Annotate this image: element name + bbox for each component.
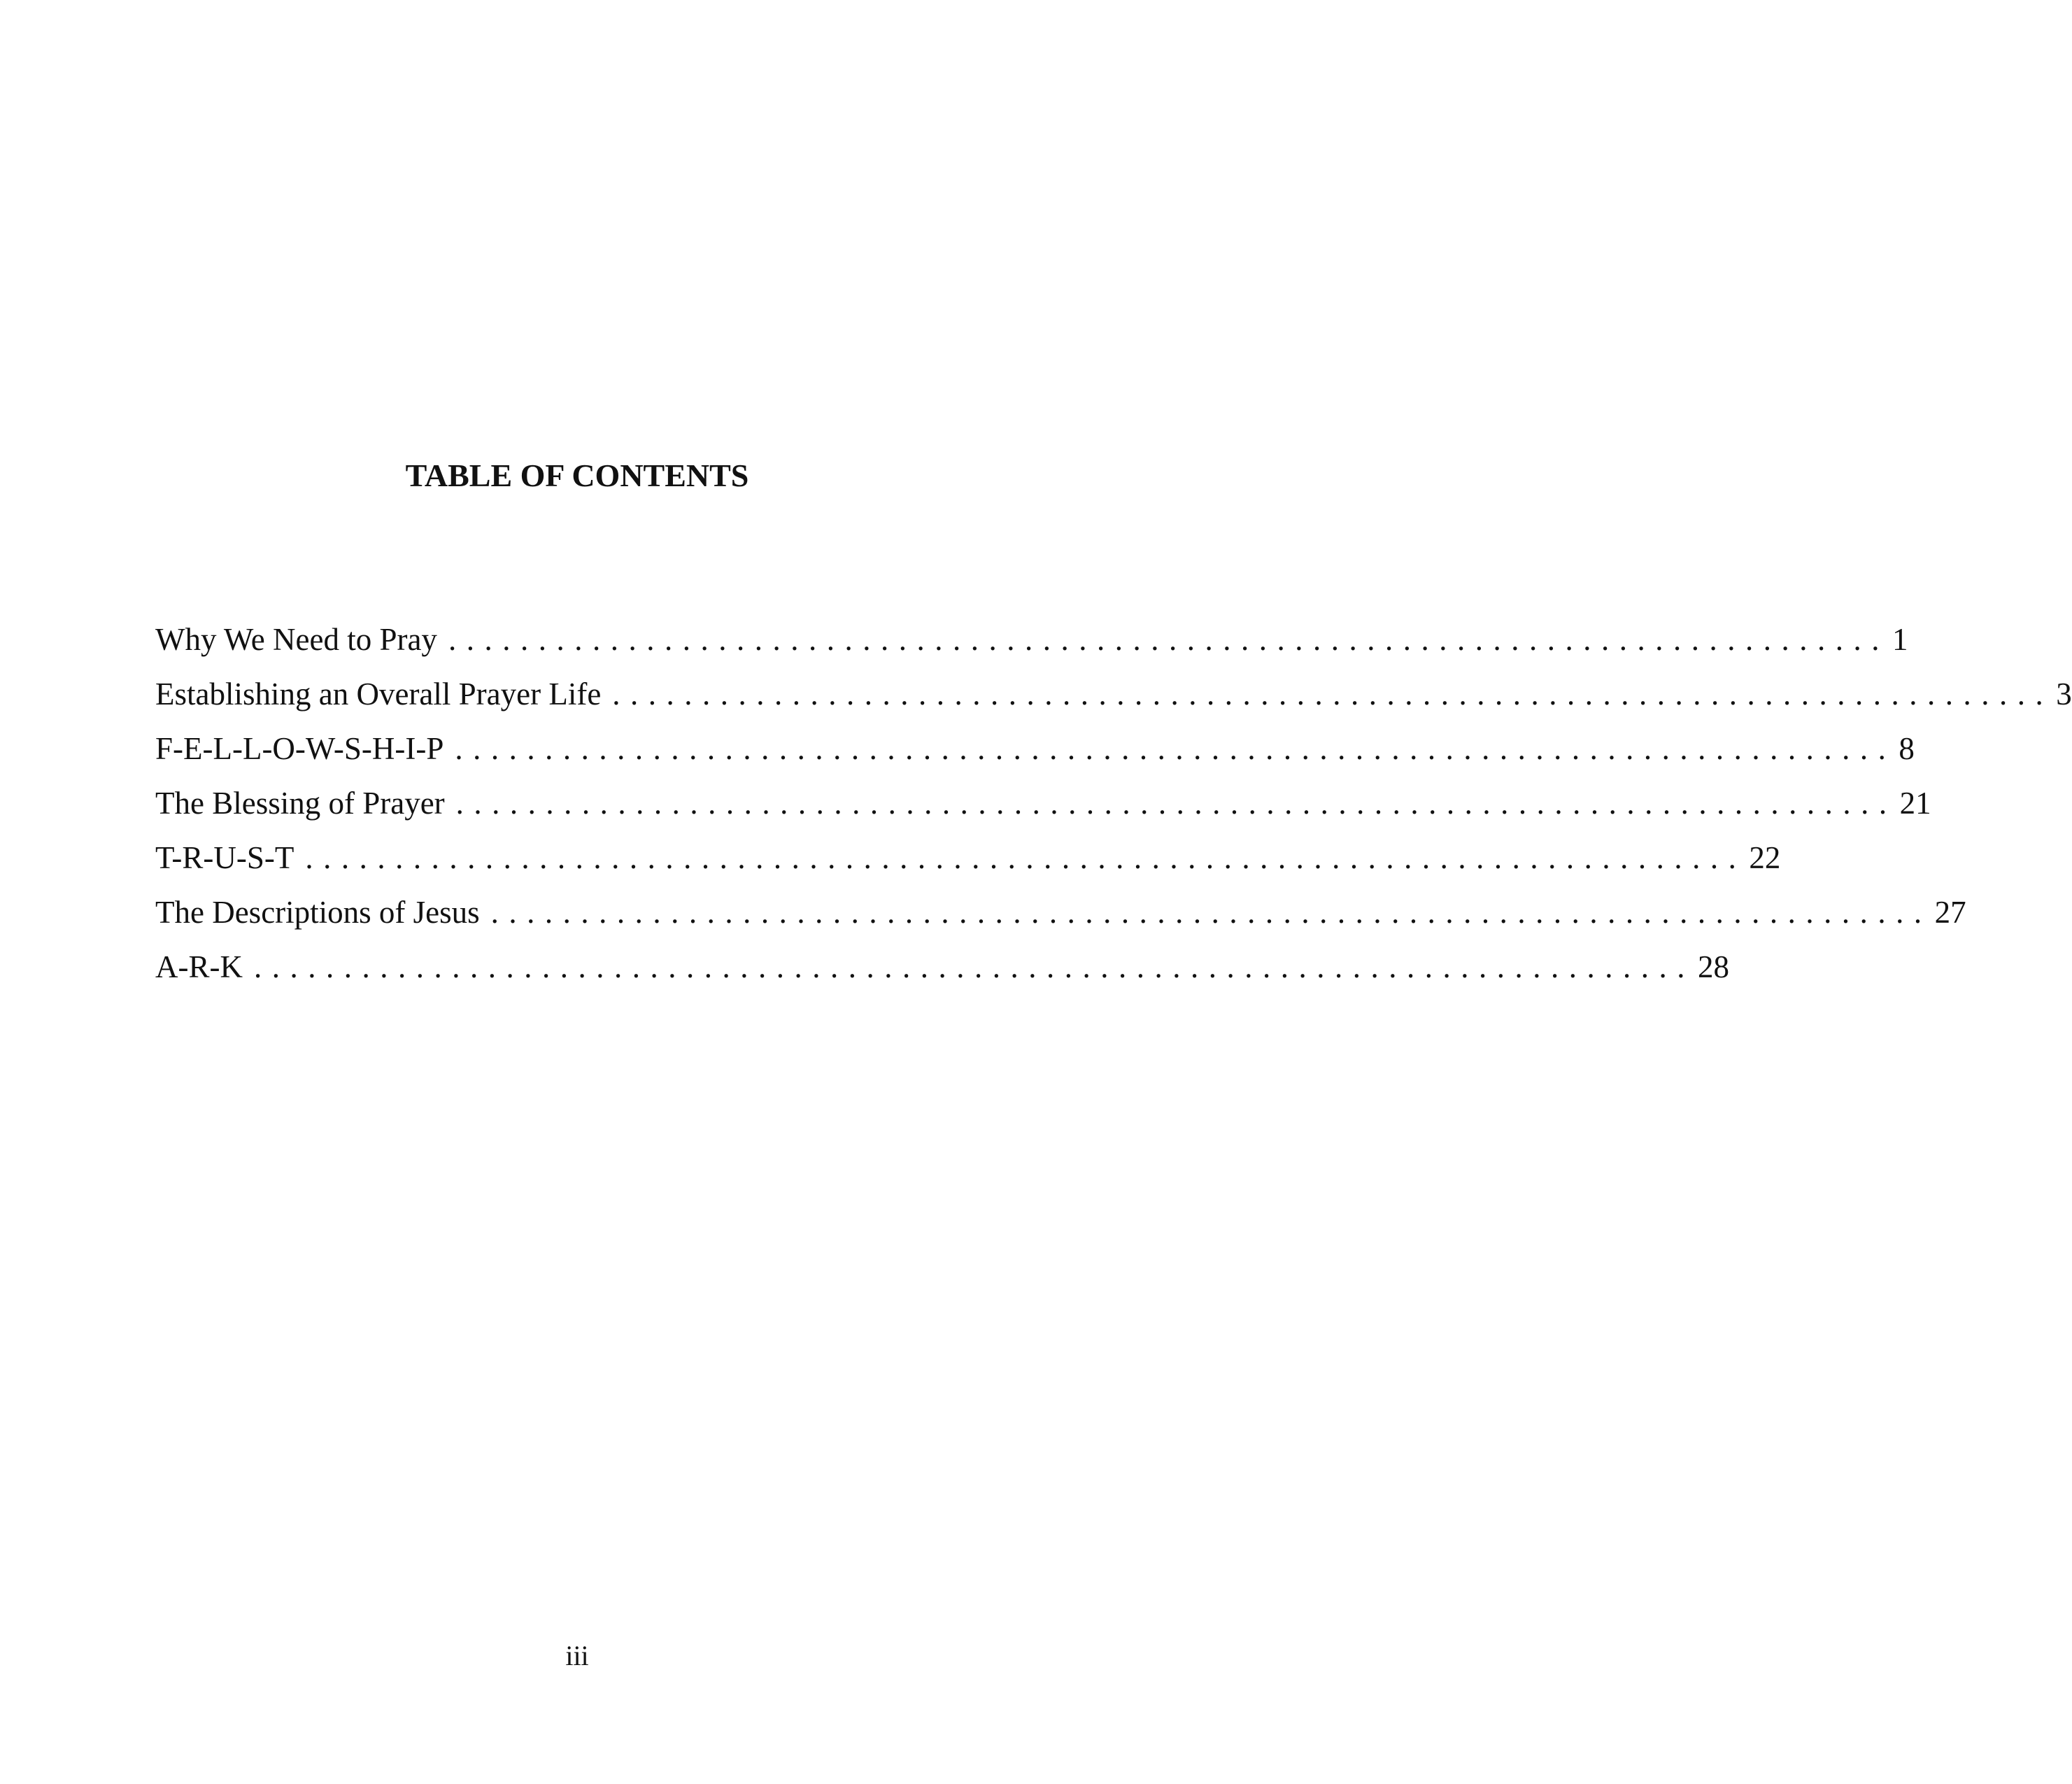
- dot-leader: ................................................................................: [448, 622, 1889, 657]
- toc-entry-page: 27: [1934, 895, 1966, 930]
- toc-entry-page: 28: [1697, 949, 1729, 984]
- dot-leader: ................................................................................: [490, 895, 1932, 930]
- dot-leader: ................................................................................: [253, 949, 1695, 984]
- toc-entry-page: 22: [1749, 840, 1781, 875]
- toc-entry: [155, 837, 1781, 892]
- page-number: iii: [565, 1640, 589, 1671]
- dot-leader: ................................................................................: [612, 677, 2054, 712]
- toc-entry-title: The Blessing of Prayer: [155, 786, 445, 821]
- toc-entry-title: Why We Need to Pray: [155, 622, 437, 657]
- toc-entry: [155, 619, 1908, 674]
- toc-entry: [155, 728, 1915, 783]
- dot-leader: ................................................................................: [455, 731, 1896, 766]
- toc-entry-title: F-E-L-L-O-W-S-H-I-P: [155, 731, 444, 766]
- toc-entry-page: 8: [1899, 731, 1915, 766]
- toc-entry: [155, 892, 1966, 947]
- toc-entry: [155, 947, 1729, 1001]
- toc-heading: TABLE OF CONTENTS: [405, 458, 749, 493]
- toc-entry-page: 1: [1892, 622, 1908, 657]
- toc-entry-page: 21: [1899, 786, 1931, 821]
- toc-entry-title: T-R-U-S-T: [155, 840, 295, 875]
- toc-entry: [155, 674, 2072, 728]
- toc-entry-page: 3: [2056, 677, 2072, 712]
- toc-list: [155, 619, 2072, 1001]
- toc-entry-title: The Descriptions of Jesus: [155, 895, 480, 930]
- dot-leader: ................................................................................: [305, 840, 1747, 875]
- toc-entry-title: Establishing an Overall Prayer Life: [155, 677, 602, 712]
- dot-leader: ................................................................................: [455, 786, 1897, 821]
- toc-entry-title: A-R-K: [155, 949, 243, 984]
- toc-entry: [155, 783, 1931, 837]
